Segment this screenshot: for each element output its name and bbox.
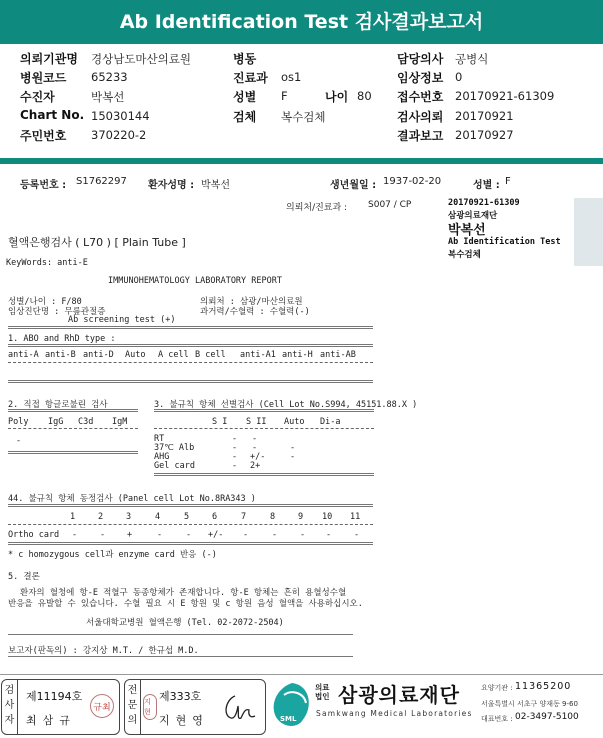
panel-row-label: Ortho card (8, 530, 60, 540)
panel-col: 5 (184, 512, 190, 522)
rrn-label: 주민번호 (20, 129, 67, 143)
report-date-label: 결과보고 (397, 129, 444, 143)
rrn-value: 370220-2 (91, 128, 147, 142)
panel-col: 1 (70, 512, 76, 522)
panel-col: 11 (350, 512, 361, 522)
rule (8, 409, 138, 412)
dept-value: os1 (281, 70, 302, 84)
inspector-label (2, 680, 18, 734)
rule (8, 326, 373, 329)
doc-sex-value: F (505, 176, 511, 187)
dept-dest-value: S007 / CP (368, 200, 412, 210)
conclusion-line-2: 반응을 유발할 수 있습니다. 수혈 필요 시 E 항원 및 c 항원 음성 혈액을 사용하십시오. (8, 599, 363, 609)
screen-cell: - (232, 443, 238, 453)
receipt-value: 20170921-61309 (455, 89, 555, 103)
request-label: 검사의뢰 (397, 110, 444, 124)
dept-dest-label: 의뢰처/진료과 : (286, 203, 348, 213)
dat-col-2: IgG (48, 417, 64, 427)
panel-col: 4 (155, 512, 161, 522)
abo-col-5: A cell (158, 350, 189, 360)
panel-col: 9 (298, 512, 304, 522)
panel-cell: - (72, 530, 78, 540)
screen-row-label: AHG (154, 452, 170, 462)
section-1-title: 1. ABO and RhD type : (8, 334, 116, 344)
abo-col-9: anti-AB (320, 350, 356, 360)
rule (8, 344, 373, 347)
report-heading: IMMUNOHEMATOLOGY LABORATORY REPORT (108, 276, 282, 286)
rule (154, 473, 374, 476)
dat-value: - (16, 436, 22, 446)
panel-col: 3 (126, 512, 132, 522)
sticker-specimen: 복수검체 (448, 250, 481, 260)
specialist-box (124, 679, 266, 735)
request-value: 20170921 (455, 109, 514, 123)
name-label: 환자성명 : (148, 180, 195, 191)
footer (0, 674, 603, 738)
sticker-org: 삼광의료재단 (448, 211, 498, 221)
screen-row-label: RT (154, 434, 165, 444)
hospital-code-value: 65233 (91, 70, 128, 84)
specialist-label (125, 680, 141, 734)
rule (8, 362, 373, 363)
sticker-receipt: 20170921-61309 (448, 198, 520, 208)
age-value: 80 (357, 89, 372, 103)
panel-cell: - (354, 530, 360, 540)
tel-label: 대표번호 : (481, 715, 513, 723)
sticker-name: 박복선 (448, 223, 486, 238)
section-4-title: 44. 불규칙 항체 동정검사 (Panel cell Lot No.8RA343 ) (8, 494, 256, 504)
specialist-no: 제333호 (159, 690, 202, 703)
rule (8, 428, 138, 429)
patient-label: 수진자 (20, 90, 55, 104)
rule (8, 380, 373, 383)
inspector-label-text: 검사자 (4, 685, 15, 726)
org-name: 삼광의료재단 (338, 683, 460, 707)
ordering-org-value: 경상남도마산의료원 (91, 52, 191, 66)
inspector-no: 제11194호 (26, 690, 83, 703)
code-label: 요양기관 : (481, 684, 513, 692)
rule (8, 504, 373, 507)
panel-col: 2 (98, 512, 104, 522)
screening-line: Ab screening test (+) (68, 315, 176, 325)
diagnosis-line: 임상진단명 : 무릎관절증 (8, 307, 106, 317)
report-date-value: 20170927 (455, 128, 514, 142)
keywords: KeyWords: anti-E (6, 258, 88, 268)
sml-logo-text: SML (280, 715, 297, 723)
doc-sex-label: 성별 : (473, 180, 500, 191)
abo-col-1: anti-A (8, 350, 39, 360)
rule (154, 428, 374, 429)
reporter: 보고자(판독의) : 강지상 M.T. / 한규섭 M.D. (8, 646, 199, 656)
clinical-value: 0 (455, 70, 463, 84)
name-value: 박복선 (201, 180, 230, 191)
test-title: 혈액은행검사 ( L70 ) [ Plain Tube ] (8, 236, 186, 249)
section-2-title: 2. 직접 항글로불린 검사 (8, 400, 108, 410)
inspector-box (1, 679, 120, 735)
screen-cell: - (232, 461, 238, 471)
sex-value: F (281, 89, 288, 103)
screen-cell: - (232, 452, 238, 462)
dat-col-1: Poly (8, 417, 29, 427)
screen-cell: - (290, 452, 296, 462)
panel-cell: +/- (208, 530, 224, 540)
inspector-name: 최삼규 (26, 714, 76, 727)
rule (8, 451, 138, 454)
label-edge (574, 198, 603, 266)
history-line: 과거력/수혈력 : 수혈력(-) (200, 307, 310, 317)
dob-value: 1937-02-20 (383, 176, 442, 187)
specialist-label-text: 전문의 (127, 685, 138, 726)
panel-col: 7 (241, 512, 247, 522)
section-3-title: 3. 불규칙 항체 선별검사 (Cell Lot No.S994, 45151.88.X ) (154, 400, 418, 410)
signature (221, 690, 261, 724)
abo-col-4: Auto (125, 350, 146, 360)
specimen-value: 복수검체 (281, 110, 326, 124)
panel-col: 6 (212, 512, 218, 522)
abo-col-3: anti-D (83, 350, 114, 360)
screen-cell: - (252, 443, 258, 453)
screen-cell: - (252, 434, 258, 444)
specialist-name: 지현영 (159, 714, 209, 727)
rule (8, 524, 373, 525)
dat-col-4: IgM (112, 417, 128, 427)
patient-value: 박복선 (91, 90, 125, 104)
panel-cell: - (100, 530, 106, 540)
reg-value: S1762297 (76, 176, 127, 187)
dob-label: 생년월일 : (330, 180, 377, 191)
org-english: Samkwang Medical Laboratories (316, 709, 473, 718)
section-5-title: 5. 결론 (8, 572, 40, 582)
dat-col-3: C3d (78, 417, 94, 427)
sex-age-line: 성별/나이 : F/80 (8, 297, 82, 307)
screen-col-4: Di-a (320, 417, 341, 427)
code-value: 11365200 (515, 681, 572, 692)
abo-col-6: B cell (195, 350, 226, 360)
rule (8, 542, 373, 545)
clinical-label: 임상정보 (397, 71, 444, 85)
chart-no-value: 15030144 (91, 109, 150, 123)
screen-cell: 2+ (250, 461, 261, 471)
inspector-seal: 규최 (90, 694, 114, 718)
screen-row-label: 37℃ Alb (154, 443, 195, 453)
doctor-value: 공병식 (455, 52, 489, 66)
rule (8, 634, 353, 635)
panel-cell: - (157, 530, 163, 540)
specimen-label: 검체 (233, 110, 257, 124)
panel-cell: - (300, 530, 306, 540)
screen-col-3: Auto (284, 417, 305, 427)
panel-cell: - (272, 530, 278, 540)
panel-cell: + (127, 530, 133, 540)
conclusion-line-1: 환자의 혈청에 항-E 적혈구 동종항체가 존재합니다. 항-E 항체는 흔히 용혈성수혈 (20, 588, 347, 598)
panel-note: * c homozygous cell과 enzyme card 반응 (-) (8, 550, 217, 560)
patient-info-header (0, 44, 603, 158)
ward-label: 병동 (233, 52, 257, 66)
rule (8, 656, 353, 657)
screen-cell: - (232, 434, 238, 444)
dept-label: 진료과 (233, 71, 268, 85)
panel-cell: - (243, 530, 249, 540)
sticker-test: Ab Identification Test (448, 237, 561, 247)
reg-label: 등록번호 : (20, 180, 67, 191)
age-label: 나이 (325, 90, 349, 104)
screen-cell: - (290, 443, 296, 453)
chart-no-label: Chart No. (20, 108, 85, 122)
panel-cell: - (186, 530, 192, 540)
ordering-org-label: 의뢰기관명 (20, 52, 78, 66)
rule (154, 409, 374, 412)
blood-bank: 서울대학교병원 혈액은행 (Tel. 02-2072-2504) (86, 618, 284, 628)
tel-value: 02-3497-5100 (515, 712, 579, 722)
screen-col-2: S II (246, 417, 267, 427)
address: 서울특별시 서초구 양재동 9-60 (481, 700, 578, 708)
abo-col-2: anti-B (45, 350, 76, 360)
sml-logo-icon (270, 681, 314, 731)
sex-label: 성별 (233, 90, 257, 104)
abo-col-8: anti-H (282, 350, 313, 360)
receipt-label: 접수번호 (397, 90, 444, 104)
referrer-line: 의뢰처 : 삼광/마산의료원 (200, 297, 303, 307)
screen-cell: +/- (250, 452, 266, 462)
specimen-label-sticker (446, 198, 574, 264)
panel-col: 10 (322, 512, 333, 522)
panel-col: 8 (270, 512, 276, 522)
panel-cell: - (326, 530, 332, 540)
screen-row-label: Gel card (154, 461, 195, 471)
hospital-code-label: 병원코드 (20, 71, 67, 85)
report-title: Ab Identification Test 검사결과보고서 (0, 0, 603, 44)
screen-col-1: S I (212, 417, 228, 427)
org-prefix: 의료법인 (315, 683, 330, 701)
specialist-seal: 지현 (143, 694, 157, 720)
abo-col-7: anti-A1 (240, 350, 276, 360)
doctor-label: 담당의사 (397, 52, 444, 66)
